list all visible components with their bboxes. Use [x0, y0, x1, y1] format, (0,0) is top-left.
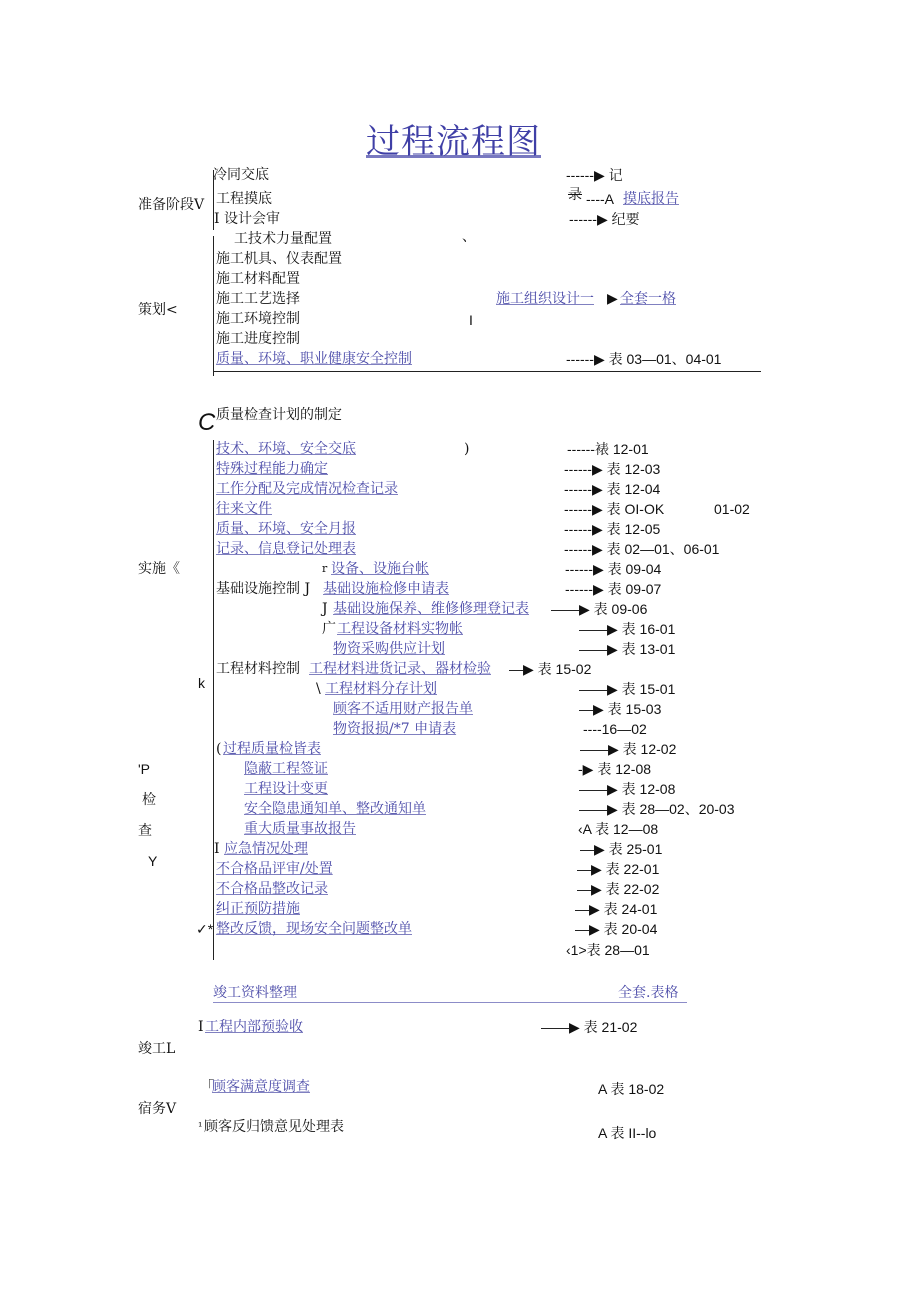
stage-impl: 实施《	[138, 561, 180, 577]
impl-item-3[interactable]: 工作分配及完成情况检查记录	[216, 481, 398, 497]
check-ref-1: -▶ 表 12-08	[578, 761, 652, 777]
material-control-label: 工程材料控制	[216, 661, 300, 677]
impl-ref-4b: 01-02	[714, 501, 750, 517]
corrective-item-1[interactable]: 应急情况处理	[224, 841, 308, 857]
impl-ref-2: ------▶ 表 12-03	[564, 461, 661, 477]
impl-item-2[interactable]: 特殊过程能力确定	[216, 461, 328, 477]
impl-ref-1: ------裱 12-01	[567, 441, 649, 457]
corrective-ref-1: —▶ 表 25-01	[580, 841, 663, 857]
equip-ref-4: ——▶ 表 13-01	[579, 641, 676, 657]
bracket-line-plan	[213, 236, 214, 376]
plan-item-2: 施工机具、仪表配置	[216, 251, 342, 267]
corrective-item-3[interactable]: 不合格品整改记录	[216, 881, 328, 897]
impl-ref-6: ------▶ 表 02—01、06-01	[564, 541, 720, 557]
prep-item-1: 冷同交底	[213, 167, 269, 183]
page-title: 过程流程图	[366, 122, 541, 162]
final-item-2[interactable]: 工程内部预验收	[205, 1019, 303, 1035]
service-item-2-ref: A 表 II--lo	[598, 1125, 657, 1141]
check-ref-3: ——▶ 表 28—02、20-03	[579, 801, 735, 817]
equip-prefix: r	[322, 562, 328, 575]
check-ref-2: ——▶ 表 12-08	[579, 781, 676, 797]
stage-mark-k: k	[198, 675, 205, 691]
stage-mark-p: 'P	[138, 761, 151, 777]
plan-item-4: 施工工艺选择	[216, 291, 300, 307]
final-item-1-ref[interactable]: 全套.表格	[618, 985, 679, 1001]
corrective-ref-3: —▶ 表 22-02	[577, 881, 660, 897]
material-item-1[interactable]: 工程材料进货记录、器材检验	[309, 661, 491, 677]
service-item-2: 顾客反归馈意见处理表	[204, 1119, 344, 1135]
service-item-1-prefix: 「	[200, 1079, 214, 1095]
plan-comma: 、	[462, 229, 476, 245]
impl-heading: 质量检查计划的制定	[216, 407, 342, 423]
prep-ref-3: ------▶ 纪要	[569, 211, 640, 227]
equip-ref-3: ——▶ 表 16-01	[579, 621, 676, 637]
plan-item-7[interactable]: 质量、环境、职业健康安全控制	[216, 351, 412, 367]
impl-paren: )	[464, 441, 470, 457]
final-item-2-prefix: I	[198, 1019, 204, 1035]
plan-bar: I	[469, 312, 473, 328]
check-item-4[interactable]: 重大质量事故报告	[244, 821, 356, 837]
service-item-1[interactable]: 顾客满意度调查	[212, 1079, 310, 1095]
plan-arrow-icon: ▶	[607, 291, 618, 307]
corrective-ref-5: —▶ 表 20-04	[575, 921, 658, 937]
stage-plan: 策划<	[138, 302, 178, 318]
stage-check-2: 查	[138, 823, 152, 839]
final-item-1[interactable]: 竣工资料整理	[213, 985, 297, 1001]
corrective-item-2[interactable]: 不合格品评审/处置	[216, 861, 333, 877]
service-item-2-prefix: ¹	[198, 1120, 203, 1133]
check-ref-0: ——▶ 表 12-02	[580, 741, 677, 757]
check-item-3[interactable]: 安全隐患通知单、整改通知单	[244, 801, 426, 817]
check-ref-4: ‹A 表 12—08	[578, 821, 659, 837]
equip-item-3-prefix: 广	[322, 621, 336, 637]
check-item-2[interactable]: 工程设计变更	[244, 781, 328, 797]
corrective-ref-2: —▶ 表 22-01	[577, 861, 660, 877]
service-item-1-ref: A 表 18-02	[598, 1081, 665, 1097]
equip-item-3[interactable]: 工程设备材料实物帐	[337, 621, 463, 637]
final-item-1-underline	[213, 1002, 687, 1003]
stage-mark-c: C	[198, 409, 216, 436]
corrective-prefix: I	[214, 841, 220, 857]
corrective-ref-4: —▶ 表 24-01	[575, 901, 658, 917]
equip-ref-0: ------▶ 表 09-04	[565, 561, 662, 577]
prep-ref-1: ------▶ 记	[566, 167, 623, 183]
check-item-0[interactable]: 过程质量检皆表	[223, 741, 321, 757]
plan-divider-line	[213, 371, 761, 372]
equip-ref-2: ——▶ 表 09-06	[551, 601, 648, 617]
impl-ref-4: ------▶ 表 OI-OK	[564, 501, 665, 517]
prep-ref-2b: ----A	[586, 191, 614, 207]
impl-ref-5: ------▶ 表 12-05	[564, 521, 661, 537]
plan-full-set-link[interactable]: 全套一格	[620, 291, 676, 307]
prep-ref-2a: 录	[568, 187, 582, 203]
corrective-item-4[interactable]: 纠正预防措施	[216, 901, 300, 917]
bracket-line-impl	[213, 440, 214, 960]
stage-check-1: 检	[142, 792, 156, 808]
prep-item-3: I 设计会审	[214, 211, 280, 227]
equip-control-label: 基础设施控制 J	[216, 581, 311, 597]
equip-item-4[interactable]: 物资采购供应计划	[333, 641, 445, 657]
impl-item-1[interactable]: 技术、环境、安全交底	[216, 441, 356, 457]
plan-ref-7: ------▶ 表 03—01、04-01	[566, 351, 722, 367]
equip-ref-1: ------▶ 表 09-07	[565, 581, 662, 597]
impl-item-6[interactable]: 记录、信息登记处理表	[216, 541, 356, 557]
stage-final: 竣工L	[138, 1041, 176, 1057]
material-item-4[interactable]: 物资报损/*7 申请表	[333, 721, 457, 737]
equip-item-2[interactable]: 基础设施保养、维修修理登记表	[333, 601, 529, 617]
plan-item-6: 施工进度控制	[216, 331, 300, 347]
stage-mark-y: Y	[148, 853, 158, 869]
prep-item-2: 工程摸底	[216, 191, 272, 207]
corrective-ref-6: ‹1>表 28—01	[566, 942, 650, 958]
material-item-3[interactable]: 顾客不适用财产报告单	[333, 701, 473, 717]
plan-item-1: 工技术力量配置	[234, 231, 332, 247]
final-item-2-ref: ——▶ 表 21-02	[541, 1019, 638, 1035]
plan-item-3: 施工材料配置	[216, 271, 300, 287]
impl-ref-3: ------▶ 表 12-04	[564, 481, 661, 497]
stage-prep: 准备阶段V	[138, 197, 205, 213]
equip-item-0[interactable]: 设备、设施台帐	[331, 561, 429, 577]
plan-design-link[interactable]: 施工组织设计一	[496, 291, 594, 307]
material-item-2-prefix: \	[316, 681, 321, 697]
material-ref-1: —▶ 表 15-02	[509, 661, 592, 677]
equip-item-2-prefix: J	[322, 601, 328, 617]
corrective-item-5[interactable]: 整改反馈，现场安全问题整改单	[216, 921, 412, 937]
check-item-1[interactable]: 隐蔽工程签证	[244, 761, 328, 777]
impl-item-4[interactable]: 往来文件	[216, 501, 272, 517]
material-ref-2: ——▶ 表 15-01	[579, 681, 676, 697]
stage-service: 宿务V	[138, 1101, 177, 1117]
prep-ref-2-report[interactable]: 摸底报告	[623, 191, 679, 207]
material-ref-4: ----16—02	[583, 721, 647, 737]
corrective-check-icon: ✓*	[196, 921, 214, 937]
check-q-prefix: (	[216, 741, 222, 757]
material-item-2[interactable]: 工程材料分存计划	[325, 681, 437, 697]
impl-item-5[interactable]: 质量、环境、安全月报	[216, 521, 356, 537]
plan-item-5: 施工环境控制	[216, 311, 300, 327]
material-ref-3: —▶ 表 15-03	[579, 701, 662, 717]
equip-item-1[interactable]: 基础设施检修申请表	[323, 581, 449, 597]
